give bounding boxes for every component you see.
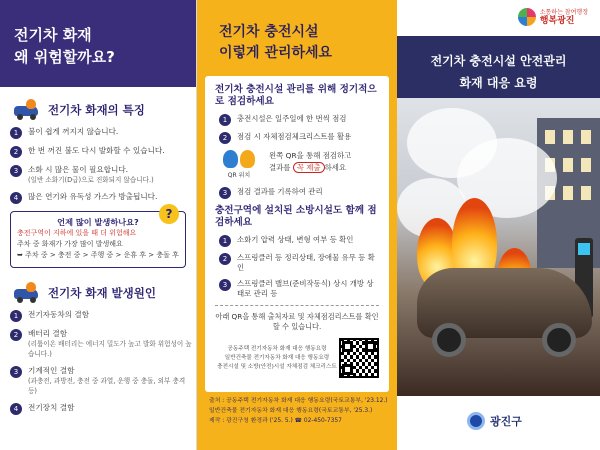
card-title-inspection: 전기차 충전시설 관리를 위해 정기적으로 점검하세요	[215, 84, 377, 107]
gwangjin-emblem-icon	[467, 412, 485, 430]
car-fire-image	[397, 98, 600, 396]
features-section-title	[12, 99, 196, 121]
cause-text: 전기자동차의 결함	[28, 310, 90, 319]
mascot-qr-location	[215, 150, 263, 179]
causes-title: 전기차 화재 발생원인	[48, 286, 156, 300]
when-line: 주차 중 화재가 가장 많이 발생해요	[17, 240, 123, 248]
feature-text: 많은 연기와 유독성 가스가 방출됩니다.	[28, 192, 158, 201]
cover-title-line2: 화재 대응 요령	[459, 76, 538, 90]
slogan-logo	[518, 8, 588, 26]
list-item	[10, 366, 196, 396]
qr-instruction-text	[269, 150, 351, 174]
number-badge: 1	[10, 310, 22, 322]
management-card	[205, 76, 389, 392]
mascot-icon	[223, 150, 238, 168]
list-item	[10, 192, 196, 204]
list-item	[219, 235, 379, 247]
burning-car-icon	[12, 99, 42, 121]
number-badge: 3	[219, 187, 231, 199]
fire-check-text: 스프링클러 등 정리상태, 장애물 유무 등 확인	[237, 253, 375, 272]
qr-text-line2a: 결과를	[269, 163, 293, 172]
logo-small-text: 소통하는 참여행정	[539, 8, 588, 16]
feature-text: 소화 시 많은 물이 필요합니다.	[28, 165, 129, 174]
cause-subtext: (과충전, 과방전, 충전 중 과열, 운행 중 충돌, 외부 충격 등)	[28, 377, 186, 395]
check-text: 점검 시 자체점검체크리스트를 활용	[237, 132, 352, 141]
middle-header	[197, 0, 397, 76]
list-item	[219, 253, 379, 273]
number-badge: 4	[10, 192, 22, 204]
when-box-title: 언제 많이 발생하나요?	[17, 217, 179, 228]
wheel	[542, 323, 576, 357]
list-item	[10, 146, 196, 158]
qr-code[interactable]	[339, 338, 379, 378]
list-item	[10, 127, 196, 139]
smile-logo-icon	[518, 8, 536, 26]
burning-car-icon	[12, 282, 42, 304]
list-item	[10, 329, 196, 359]
fire-check-text: 소화기 압력 상태, 변형 여부 등 확인	[237, 235, 354, 244]
check-text: 충전시설은 일주일에 한 번씩 점검	[237, 114, 347, 123]
when-line: 충전구역이 지하에 있을 때 더 위험해요	[17, 229, 137, 237]
list-item	[10, 165, 196, 185]
reference-item: 충전시설 및 소방(안전)시설 자체점검 체크리스트	[217, 363, 337, 370]
district-name: 광진구	[490, 415, 522, 428]
features-title: 전기차 화재의 특징	[48, 103, 145, 117]
submit-emphasis: 꼭 제출	[293, 162, 325, 173]
causes-list	[0, 310, 196, 415]
cover-panel	[397, 36, 600, 396]
number-badge: 3	[10, 366, 22, 378]
number-badge: 3	[219, 279, 231, 291]
middle-panel	[197, 0, 397, 450]
district-logo	[467, 412, 522, 430]
left-header-line1: 전기차 화재	[14, 26, 92, 44]
cause-text: 전기장치 결함	[28, 403, 75, 412]
check-text: 점검 결과를 기록하여 관리	[237, 187, 323, 196]
source-line: 출처 : 공동주택 전기자동차 화재 대응 행동요령(국토교통부, '23.12.)	[209, 398, 388, 404]
cover-title	[397, 50, 600, 94]
source-line: 일반건축물 전기자동차 화재 대응 행동요령(국토교통부, '25.3.)	[209, 408, 373, 414]
number-badge: 1	[219, 114, 231, 126]
references	[215, 338, 379, 378]
number-badge: 4	[10, 403, 22, 415]
reference-item: 일반건축물 전기자동차 화재 대응 행동요령	[224, 354, 330, 361]
number-badge: 1	[10, 127, 22, 139]
divider	[215, 305, 379, 306]
list-item	[219, 132, 379, 144]
feature-text: 불이 쉽게 꺼지지 않습니다.	[28, 127, 119, 136]
footer-credits	[209, 396, 391, 426]
feature-text: 한 번 꺼진 불도 다시 발화할 수 있습니다.	[28, 146, 165, 155]
number-badge: 2	[219, 253, 231, 265]
list-item	[10, 310, 196, 322]
logo-big-text: 행복광진	[539, 15, 575, 26]
features-list	[0, 127, 196, 204]
left-header	[0, 0, 196, 87]
wheel	[432, 323, 466, 357]
qr-cta: 아래 QR을 통해 출처자료 및 자체점검리스트를 확인할 수 있습니다.	[215, 312, 379, 331]
number-badge: 3	[10, 165, 22, 177]
mascot-icon	[240, 150, 255, 168]
number-badge: 2	[10, 329, 22, 341]
when-line: ➥ 주차 중 > 충전 중 > 주행 중 > 운휴 후 > 충돌 후	[17, 251, 179, 259]
qr-location-label: QR 위치	[227, 172, 251, 179]
cause-subtext: (리튬이온 배터리는 에너지 밀도가 높고 발화 위험성이 높습니다.)	[28, 340, 192, 358]
list-item	[219, 279, 379, 299]
left-header-line2: 왜 위험할까요?	[14, 48, 115, 66]
right-panel	[397, 0, 600, 450]
producer-line: 제작 : 광진구청 환경과 ('25. 5.) ☎ 02-450-7357	[209, 418, 342, 424]
qr-text-line2b: 하세요	[324, 163, 346, 172]
question-mark-icon: ?	[159, 204, 179, 224]
card-title-firefacilities: 충전구역에 설치된 소방시설도 함께 점검하세요	[215, 205, 377, 228]
list-item	[219, 114, 379, 126]
number-badge: 2	[219, 132, 231, 144]
reference-item: 공동주택 전기자동차 화재 대응 행동요령	[227, 345, 327, 352]
inspection-list-cont	[215, 187, 379, 199]
cause-text: 기계적인 결함	[28, 366, 75, 375]
when-box	[10, 207, 186, 268]
cover-title-line1: 전기차 충전시설 안전관리	[430, 54, 567, 68]
cause-text: 배터리 결함	[28, 329, 68, 338]
left-panel	[0, 0, 197, 450]
number-badge: 1	[219, 235, 231, 247]
qr-text-line1: 왼쪽 QR을 통해 점검하고	[269, 151, 352, 160]
reference-list	[215, 345, 339, 372]
middle-header-line2: 이렇게 관리하세요	[219, 45, 333, 61]
qr-instruction	[215, 150, 379, 179]
number-badge: 2	[10, 146, 22, 158]
feature-subtext: (일반 소화기(D급)으로 진화되지 않습니다.)	[28, 176, 154, 184]
causes-section-title	[12, 282, 196, 304]
list-item	[219, 187, 379, 199]
fire-facility-list	[215, 235, 379, 299]
inspection-list	[215, 114, 379, 144]
list-item	[10, 403, 196, 415]
middle-header-line1: 전기차 충전시설	[219, 24, 319, 40]
fire-check-text: 스프링클러 밸브(준비작동식) 상시 개방 상태로 관리 등	[237, 279, 374, 298]
